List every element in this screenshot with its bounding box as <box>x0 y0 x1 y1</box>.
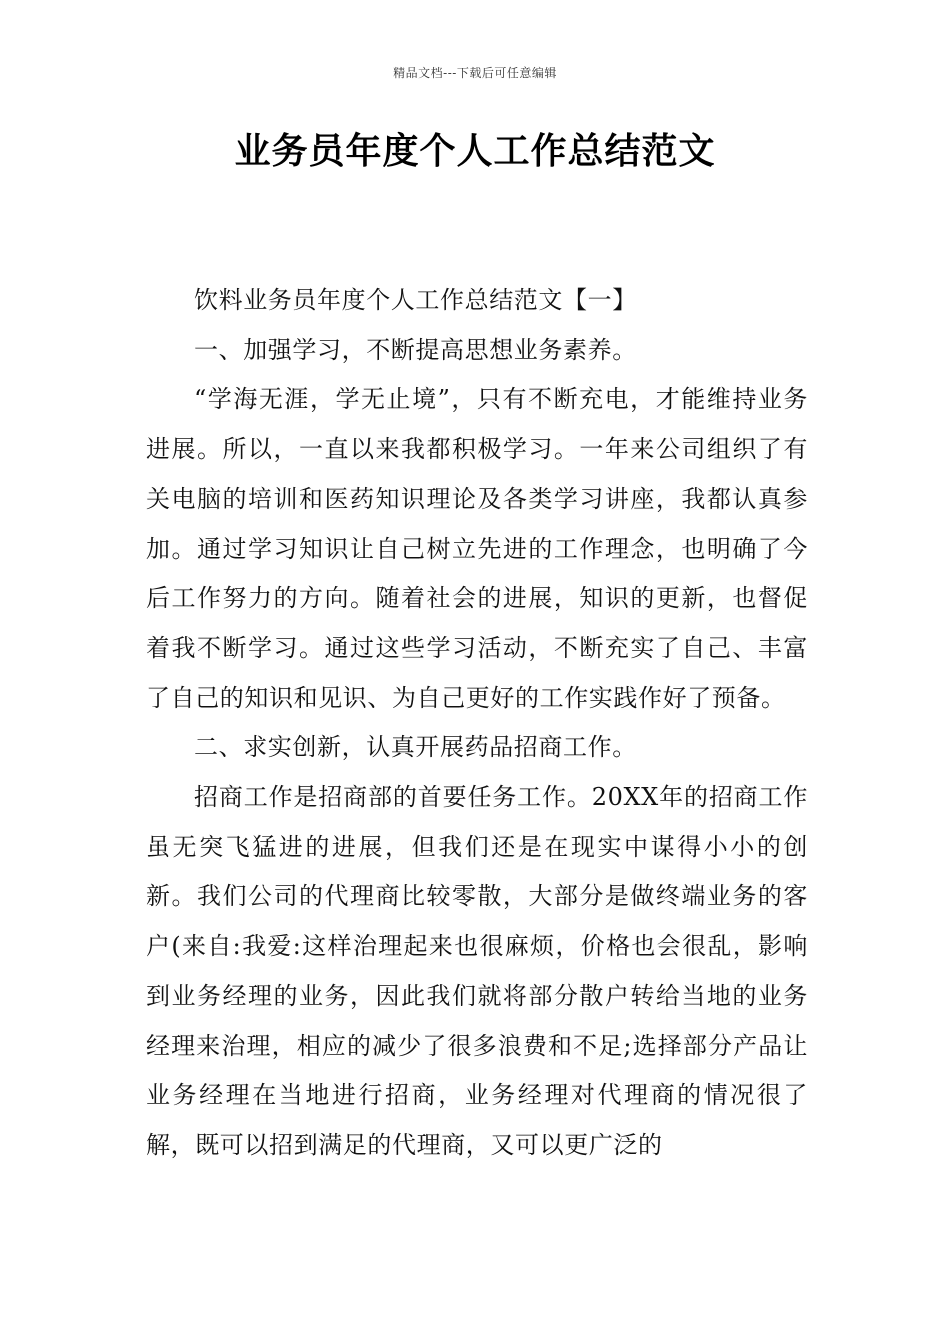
document-title: 业务员年度个人工作总结范文 <box>234 131 716 172</box>
section-heading: 饮料业务员年度个人工作总结范文【一】 <box>194 286 637 314</box>
header-note: 精品文档---下载后可任意编辑 <box>393 66 557 80</box>
paragraph-innovation: 招商工作是招商部的首要任务工作。20XX年的招商工作虽无突飞猛进的进展，但我们还是在现实中谋得小小的创新。我们公司的代理商比较零散，大部分是做终端业务的客户(来自:我爱:这样治理起来也很麻烦，价格也会很乱，影响到业务经理的业务，因此我们就将部分散户转给当地的业务经理来治理，相应的减少了很多浪费和不足;选择部分产品让业务经理在当地进行招商，业务经理对代理商的情况很了解，既可以招到满足的代理商，又可以更广泛的 <box>146 783 808 1159</box>
subheading-learning: 一、加强学习，不断提高思想业务素养。 <box>194 335 637 364</box>
paragraph-learning: “学海无涯，学无止境”，只有不断充电，才能维持业务进展。所以，一直以来我都积极学习。一年来公司组织了有关电脑的培训和医药知识理论及各类学习讲座，我都认真参加。通过学习知识让自己树立先进的工作理念，也明确了今后工作努力的方向。随着社会的进展，知识的更新，也督促着我不断学习。通过这些学习活动，不断充实了自己、丰富了自己的知识和见识、为自己更好的工作实践作好了预备。 <box>146 385 808 712</box>
document-body <box>146 276 808 1171</box>
subheading-innovation: 二、求实创新，认真开展药品招商工作。 <box>194 733 637 762</box>
